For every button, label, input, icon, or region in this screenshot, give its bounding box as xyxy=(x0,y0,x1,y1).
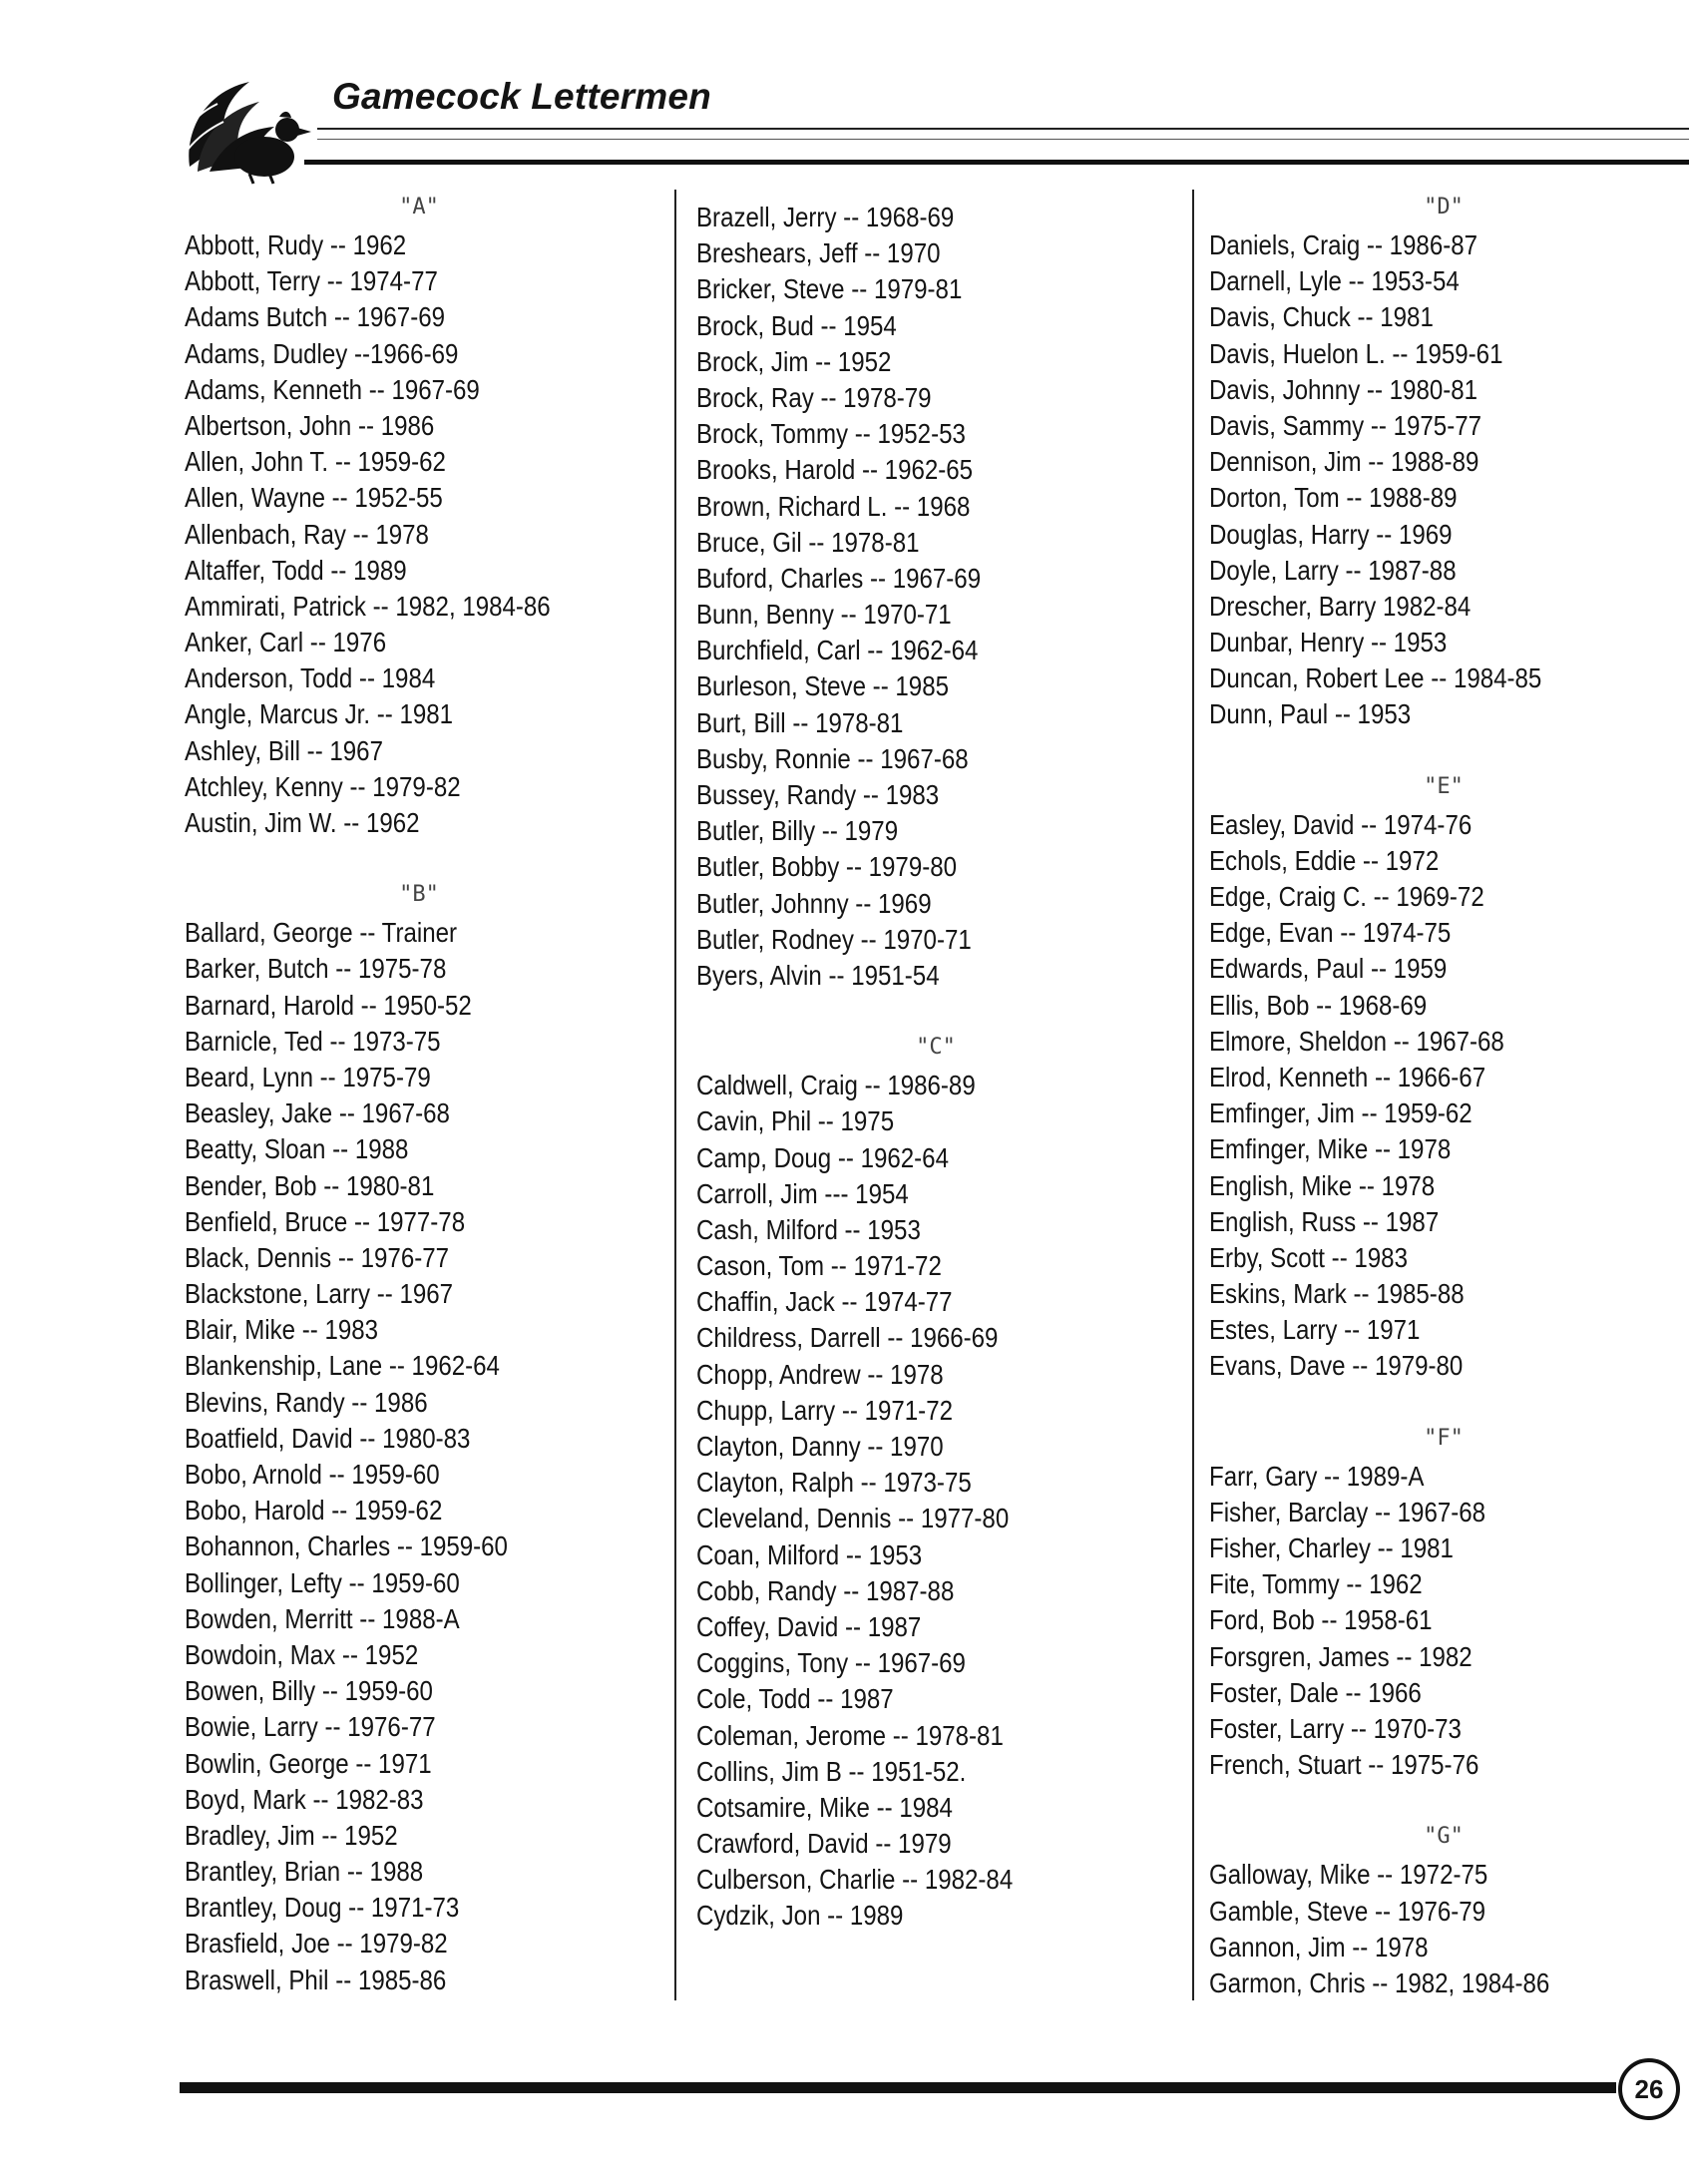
letterman-entry: Daniels, Craig -- 1986-87 xyxy=(1209,229,1478,260)
letterman-entry: Beatty, Sloan -- 1988 xyxy=(185,1133,409,1165)
letterman-entry: Butler, Rodney -- 1970-71 xyxy=(696,923,972,955)
letterman-entry: Anderson, Todd -- 1984 xyxy=(185,662,436,694)
letterman-entry: Fisher, Barclay -- 1967-68 xyxy=(1209,1496,1486,1528)
letterman-entry: Gannon, Jim -- 1978 xyxy=(1209,1931,1429,1963)
letterman-entry: Beasley, Jake -- 1967-68 xyxy=(185,1097,450,1129)
letterman-entry: Atchley, Kenny -- 1979-82 xyxy=(185,770,461,802)
letterman-entry: Dorton, Tom -- 1988-89 xyxy=(1209,482,1458,514)
letterman-entry: Crawford, David -- 1979 xyxy=(696,1828,952,1860)
letterman-entry: Boatfield, David -- 1980-83 xyxy=(185,1422,471,1454)
letterman-entry: Burchfield, Carl -- 1962-64 xyxy=(696,635,979,666)
letterman-entry: Dunn, Paul -- 1953 xyxy=(1209,698,1412,730)
letterman-entry: Edge, Craig C. -- 1969-72 xyxy=(1209,881,1484,912)
letterman-entry: Ballard, George -- Trainer xyxy=(185,917,458,949)
letterman-entry: Brooks, Harold -- 1962-65 xyxy=(696,454,974,486)
letterman-entry: Davis, Huelon L. -- 1959-61 xyxy=(1209,337,1503,369)
letterman-entry: Farr, Gary -- 1989-A xyxy=(1209,1460,1425,1492)
letterman-entry: Ammirati, Patrick -- 1982, 1984-86 xyxy=(185,590,551,622)
section-header-d: "D" xyxy=(1424,195,1464,219)
letterman-entry: Brasfield, Joe -- 1979-82 xyxy=(185,1928,448,1960)
letterman-entry: Darnell, Lyle -- 1953-54 xyxy=(1209,265,1460,297)
letterman-entry: Cobb, Randy -- 1987-88 xyxy=(696,1574,955,1606)
letterman-entry: Brock, Bud -- 1954 xyxy=(696,309,897,341)
page-title: Gamecock Lettermen xyxy=(332,76,711,117)
letterman-entry: Allen, John T. -- 1959-62 xyxy=(185,446,446,478)
letterman-entry: Cydzik, Jon -- 1989 xyxy=(696,1900,904,1932)
letterman-entry: Chaffin, Jack -- 1974-77 xyxy=(696,1286,953,1318)
letterman-entry: Coan, Milford -- 1953 xyxy=(696,1538,923,1570)
letterman-entry: Bradley, Jim -- 1952 xyxy=(185,1819,398,1851)
letterman-entry: Evans, Dave -- 1979-80 xyxy=(1209,1350,1464,1382)
letterman-entry: Altaffer, Todd -- 1989 xyxy=(185,554,407,586)
letterman-entry: English, Russ -- 1987 xyxy=(1209,1205,1440,1237)
letterman-entry: Anker, Carl -- 1976 xyxy=(185,627,387,658)
letterman-entry: French, Stuart -- 1975-76 xyxy=(1209,1749,1479,1781)
letterman-entry: Blair, Mike -- 1983 xyxy=(185,1314,379,1346)
letterman-entry: Burt, Bill -- 1978-81 xyxy=(696,706,904,738)
letterman-entry: Echols, Eddie -- 1972 xyxy=(1209,844,1440,876)
letterman-entry: Bowdoin, Max -- 1952 xyxy=(185,1638,419,1670)
letterman-entry: Collins, Jim B -- 1951-52. xyxy=(696,1755,967,1787)
letterman-entry: Forsgren, James -- 1982 xyxy=(1209,1640,1473,1672)
letterman-entry: Clayton, Ralph -- 1973-75 xyxy=(696,1467,972,1499)
letterman-entry: Childress, Darrell -- 1966-69 xyxy=(696,1322,999,1354)
letterman-entry: Blackstone, Larry -- 1967 xyxy=(185,1278,454,1310)
letterman-entry: Chopp, Andrew -- 1978 xyxy=(696,1358,944,1390)
letterman-entry: Gamble, Steve -- 1976-79 xyxy=(1209,1895,1486,1927)
letterman-entry: Brantley, Doug -- 1971-73 xyxy=(185,1892,460,1924)
letterman-entry: Adams, Kenneth -- 1967-69 xyxy=(185,373,480,405)
letterman-entry: Cash, Milford -- 1953 xyxy=(696,1213,921,1245)
letterman-entry: Albertson, John -- 1986 xyxy=(185,409,435,441)
letterman-entry: Elrod, Kenneth -- 1966-67 xyxy=(1209,1061,1486,1092)
footer-rule xyxy=(180,2082,1616,2093)
column-divider xyxy=(1192,190,1194,2000)
letterman-entry: Foster, Larry -- 1970-73 xyxy=(1209,1712,1462,1744)
letterman-entry: Fite, Tommy -- 1962 xyxy=(1209,1568,1423,1600)
letterman-entry: Barker, Butch -- 1975-78 xyxy=(185,953,447,985)
letterman-entry: Coleman, Jerome -- 1978-81 xyxy=(696,1719,1004,1751)
letterman-entry: Black, Dennis -- 1976-77 xyxy=(185,1241,450,1273)
letterman-entry: Dennison, Jim -- 1988-89 xyxy=(1209,446,1479,478)
letterman-entry: Carroll, Jim --- 1954 xyxy=(696,1177,909,1209)
letterman-entry: Breshears, Jeff -- 1970 xyxy=(696,237,941,269)
letterman-entry: Angle, Marcus Jr. -- 1981 xyxy=(185,698,454,730)
letterman-entry: Busby, Ronnie -- 1967-68 xyxy=(696,742,969,774)
letterman-entry: Bobo, Harold -- 1959-62 xyxy=(185,1495,443,1527)
letterman-entry: Caldwell, Craig -- 1986-89 xyxy=(696,1070,976,1101)
letterman-entry: Duncan, Robert Lee -- 1984-85 xyxy=(1209,662,1542,694)
letterman-entry: Abbott, Rudy -- 1962 xyxy=(185,229,407,260)
letterman-entry: Chupp, Larry -- 1971-72 xyxy=(696,1394,953,1426)
letterman-entry: Beard, Lynn -- 1975-79 xyxy=(185,1061,431,1092)
letterman-entry: Butler, Billy -- 1979 xyxy=(696,815,899,847)
letterman-entry: Cole, Todd -- 1987 xyxy=(696,1683,894,1715)
letterman-entry: Blankenship, Lane -- 1962-64 xyxy=(185,1350,500,1382)
letterman-entry: Allen, Wayne -- 1952-55 xyxy=(185,482,443,514)
letterman-entry: Dunbar, Henry -- 1953 xyxy=(1209,627,1448,658)
letterman-entry: Bobo, Arnold -- 1959-60 xyxy=(185,1459,440,1490)
letterman-entry: Bowie, Larry -- 1976-77 xyxy=(185,1711,436,1743)
column-3 xyxy=(1209,188,1678,2001)
page-number: 26 xyxy=(1634,2073,1664,2104)
letterman-entry: Bowlin, George -- 1971 xyxy=(185,1747,432,1779)
letterman-entry: Emfinger, Jim -- 1959-62 xyxy=(1209,1097,1473,1129)
letterman-entry: Elmore, Sheldon -- 1967-68 xyxy=(1209,1025,1504,1057)
header-rule xyxy=(317,139,1689,140)
letterman-entry: Bunn, Benny -- 1970-71 xyxy=(696,599,952,631)
letterman-entry: Cotsamire, Mike -- 1984 xyxy=(696,1791,953,1823)
letterman-entry: Brantley, Brian -- 1988 xyxy=(185,1856,424,1888)
letterman-entry: Brock, Jim -- 1952 xyxy=(696,345,892,377)
letterman-entry: Coggins, Tony -- 1967-69 xyxy=(696,1647,966,1679)
letterman-entry: Allenbach, Ray -- 1978 xyxy=(185,518,429,550)
letterman-entry: Estes, Larry -- 1971 xyxy=(1209,1314,1421,1346)
letterman-entry: Davis, Chuck -- 1981 xyxy=(1209,301,1434,333)
letterman-entry: Bollinger, Lefty -- 1959-60 xyxy=(185,1566,460,1598)
section-header-c: "C" xyxy=(916,1035,956,1061)
letterman-entry: Doyle, Larry -- 1987-88 xyxy=(1209,554,1457,586)
letterman-entry: Easley, David -- 1974-76 xyxy=(1209,808,1473,840)
letterman-entry: Burleson, Steve -- 1985 xyxy=(696,670,949,702)
letterman-entry: Austin, Jim W. -- 1962 xyxy=(185,807,420,838)
letterman-entry: Boyd, Mark -- 1982-83 xyxy=(185,1783,424,1815)
letterman-entry: Bruce, Gil -- 1978-81 xyxy=(696,526,920,558)
section-header-f: "F" xyxy=(1424,1425,1464,1451)
letterman-entry: Adams Butch -- 1967-69 xyxy=(185,301,446,333)
letterman-entry: Brock, Tommy -- 1952-53 xyxy=(696,418,966,450)
page-number-badge xyxy=(1618,2058,1680,2120)
letterman-entry: Cleveland, Dennis -- 1977-80 xyxy=(696,1503,1010,1534)
letterman-entry: Clayton, Danny -- 1970 xyxy=(696,1431,944,1462)
letterman-entry: Edwards, Paul -- 1959 xyxy=(1209,953,1448,985)
letterman-entry: Ellis, Bob -- 1968-69 xyxy=(1209,989,1428,1021)
letterman-entry: Brown, Richard L. -- 1968 xyxy=(696,490,971,522)
column-divider xyxy=(674,190,676,2000)
letterman-entry: Douglas, Harry -- 1969 xyxy=(1209,518,1453,550)
letterman-entry: Bussey, Randy -- 1983 xyxy=(696,779,940,810)
letterman-entry: Brazell, Jerry -- 1968-69 xyxy=(696,202,955,232)
letterman-entry: Eskins, Mark -- 1985-88 xyxy=(1209,1278,1465,1310)
letterman-entry: Barnicle, Ted -- 1973-75 xyxy=(185,1025,441,1057)
letterman-entry: Bender, Bob -- 1980-81 xyxy=(185,1169,435,1201)
letterman-entry: Garmon, Chris -- 1982, 1984-86 xyxy=(1209,1966,1550,1998)
letterman-entry: Butler, Johnny -- 1969 xyxy=(696,887,932,919)
letterman-entry: Benfield, Bruce -- 1977-78 xyxy=(185,1205,466,1237)
letterman-entry: Blevins, Randy -- 1986 xyxy=(185,1386,428,1418)
letterman-entry: Erby, Scott -- 1983 xyxy=(1209,1241,1408,1273)
letterman-entry: Davis, Johnny -- 1980-81 xyxy=(1209,373,1478,405)
column-2 xyxy=(696,200,1175,1935)
letterman-entry: Bohannon, Charles -- 1959-60 xyxy=(185,1530,508,1562)
letterman-entry: Ashley, Bill -- 1967 xyxy=(185,734,383,766)
letterman-entry: Fisher, Charley -- 1981 xyxy=(1209,1532,1454,1563)
letterman-entry: Drescher, Barry 1982-84 xyxy=(1209,590,1472,622)
column-1 xyxy=(185,188,653,1998)
section-header-e: "E" xyxy=(1424,773,1464,799)
letterman-entry: Emfinger, Mike -- 1978 xyxy=(1209,1133,1452,1165)
letterman-entry: Abbott, Terry -- 1974-77 xyxy=(185,265,438,297)
letterman-entry: Coffey, David -- 1987 xyxy=(696,1610,922,1642)
letterman-entry: Edge, Evan -- 1974-75 xyxy=(1209,917,1452,949)
letterman-entry: Camp, Doug -- 1962-64 xyxy=(696,1141,949,1173)
letterman-entry: Cavin, Phil -- 1975 xyxy=(696,1105,895,1137)
gamecock-logo-icon xyxy=(180,72,314,187)
letterman-entry: Galloway, Mike -- 1972-75 xyxy=(1209,1859,1488,1891)
letterman-entry: Butler, Bobby -- 1979-80 xyxy=(696,851,958,883)
letterman-entry: Bowen, Billy -- 1959-60 xyxy=(185,1675,433,1707)
letterman-entry: Brock, Ray -- 1978-79 xyxy=(696,381,932,413)
letterman-entry: Buford, Charles -- 1967-69 xyxy=(696,562,982,594)
header-rule xyxy=(317,128,1689,130)
letterman-entry: Culberson, Charlie -- 1982-84 xyxy=(696,1864,1014,1896)
header-rule-thick xyxy=(304,160,1689,165)
letterman-entry: Bowden, Merritt -- 1988-A xyxy=(185,1602,460,1634)
letterman-entry: Cason, Tom -- 1971-72 xyxy=(696,1250,942,1282)
letterman-entry: Ford, Bob -- 1958-61 xyxy=(1209,1604,1433,1636)
letterman-entry: Adams, Dudley --1966-69 xyxy=(185,337,459,369)
letterman-entry: Barnard, Harold -- 1950-52 xyxy=(185,989,472,1021)
letterman-entry: Braswell, Phil -- 1985-86 xyxy=(185,1964,447,1995)
letterman-entry: English, Mike -- 1978 xyxy=(1209,1169,1436,1201)
letterman-entry: Davis, Sammy -- 1975-77 xyxy=(1209,409,1481,441)
letterman-entry: Bricker, Steve -- 1979-81 xyxy=(696,273,963,305)
letterman-entry: Foster, Dale -- 1966 xyxy=(1209,1676,1422,1708)
section-header-a: "A" xyxy=(399,195,439,219)
letterman-entry: Byers, Alvin -- 1951-54 xyxy=(696,959,940,991)
section-header-g: "G" xyxy=(1424,1824,1464,1850)
section-header-b: "B" xyxy=(399,882,439,908)
